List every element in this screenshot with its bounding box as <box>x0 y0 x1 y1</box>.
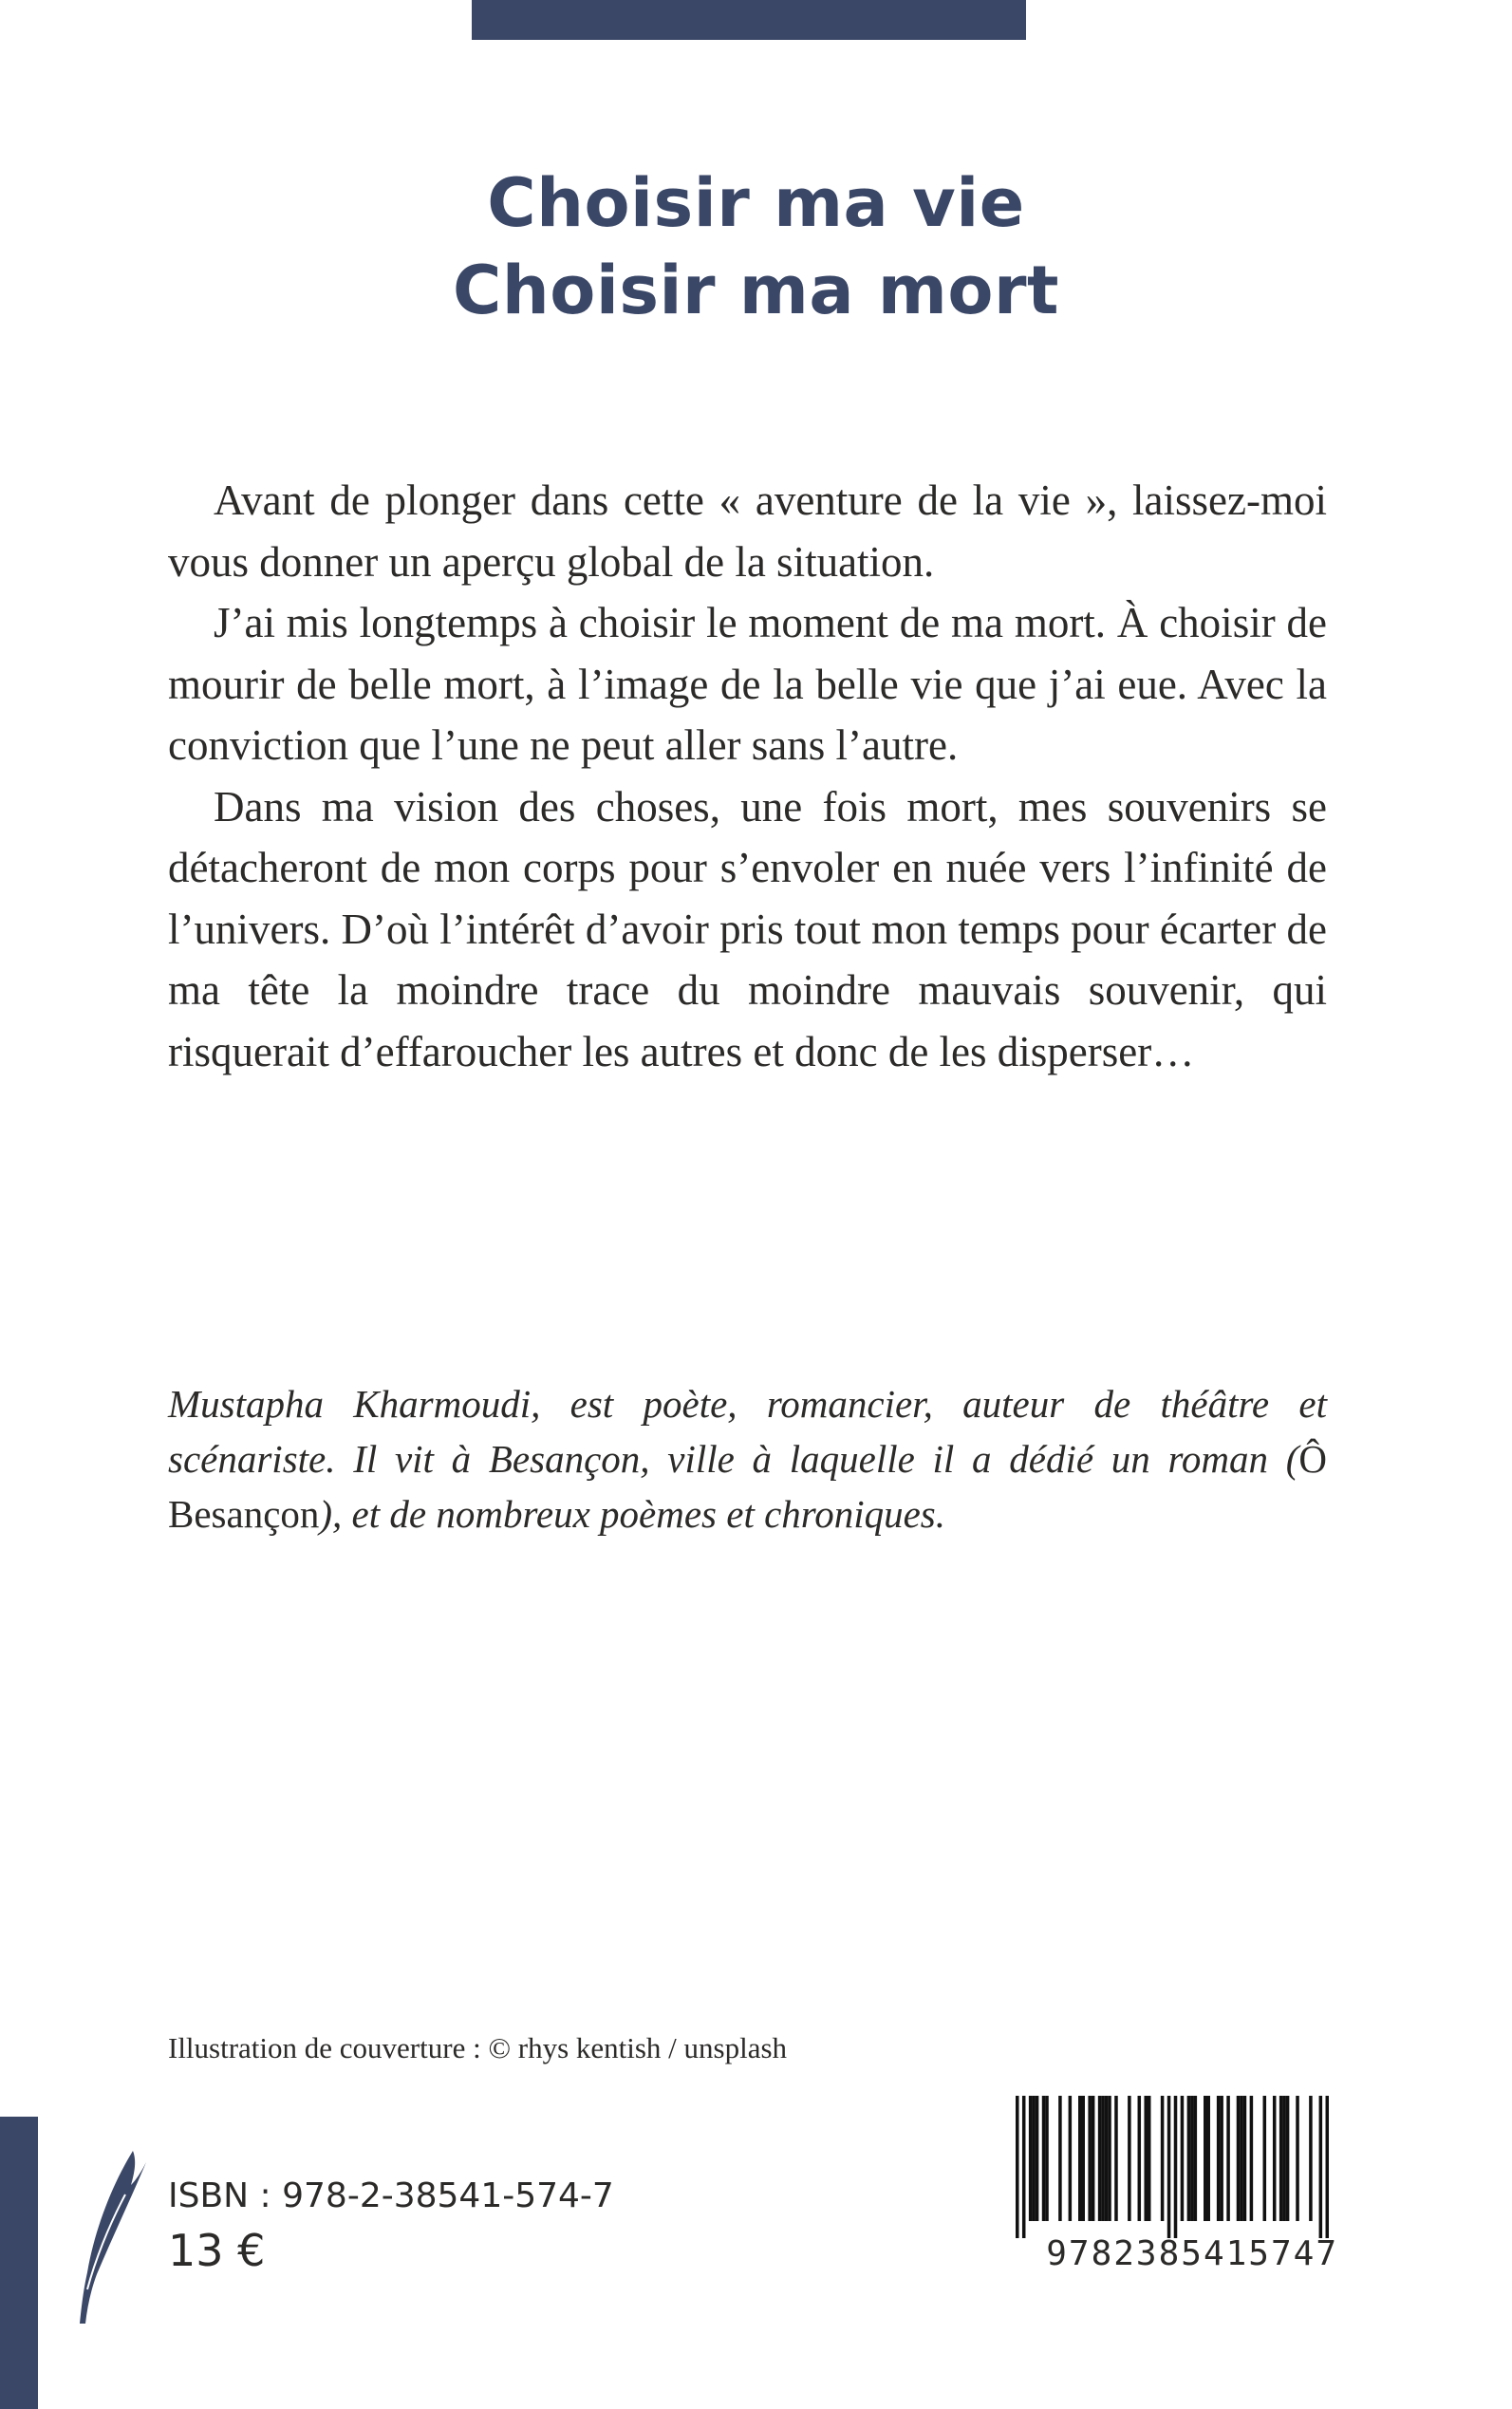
barcode-bar <box>1237 2096 1241 2221</box>
price: 13 € <box>168 2225 266 2276</box>
side-color-band <box>0 2117 38 2409</box>
barcode-bar <box>1309 2096 1313 2221</box>
back-cover-blurb <box>168 470 1327 1082</box>
barcode-bar <box>1128 2096 1131 2221</box>
barcode-bar <box>1032 2096 1036 2221</box>
barcode-bar <box>1078 2096 1082 2221</box>
barcode-bars <box>1016 2096 1329 2238</box>
barcode-bar <box>1282 2096 1286 2221</box>
quill-icon <box>74 2147 152 2327</box>
barcode-bar <box>1181 2096 1185 2221</box>
barcode-number: 9782385415747 <box>1046 2234 1338 2273</box>
barcode-bar <box>1174 2096 1178 2238</box>
barcode-bar <box>1016 2096 1019 2238</box>
barcode-bar <box>1098 2096 1102 2221</box>
barcode-bar <box>1217 2096 1221 2221</box>
isbn: ISBN : 978-2-38541-574-7 <box>168 2176 614 2215</box>
barcode-bar <box>1190 2096 1194 2221</box>
barcode-bar <box>1069 2096 1073 2221</box>
barcode-bar <box>1088 2096 1092 2221</box>
barcode-bar <box>1105 2096 1109 2221</box>
barcode-bar <box>1036 2096 1039 2221</box>
barcode-bar <box>1161 2096 1165 2221</box>
illustration-credit: Illustration de couverture : © rhys kentish / unsplash <box>168 2031 788 2064</box>
barcode-bar <box>1108 2096 1111 2221</box>
top-color-band <box>472 0 1026 40</box>
barcode-bar <box>1250 2096 1254 2221</box>
barcode-bar <box>1058 2096 1062 2221</box>
barcode-bar <box>1167 2096 1171 2238</box>
blurb-paragraph-2: J’ai mis longtemps à choisir le moment de ma mort. À choisir de mourir de belle mort, à l’image de la belle vie que j’ai eue. Avec la conviction que l’une ne peut aller sans l’autre. <box>168 599 1327 769</box>
barcode-bar <box>1092 2096 1095 2221</box>
barcode-bar <box>1286 2096 1290 2221</box>
barcode-bar <box>1138 2096 1142 2221</box>
blurb-paragraph-1: Avant de plonger dans cette « aventure de la vie », laissez-moi vous donner un aperçu global de la situation. <box>168 476 1327 586</box>
barcode-bar <box>1226 2096 1230 2221</box>
barcode-bar <box>1263 2096 1267 2221</box>
barcode-bar <box>1279 2096 1283 2221</box>
barcode-bar <box>1042 2096 1046 2221</box>
barcode-bar <box>1243 2096 1247 2221</box>
barcode-bar <box>1148 2096 1151 2221</box>
barcode-bar <box>1081 2096 1085 2221</box>
barcode-bar <box>1319 2096 1323 2238</box>
bio-text-part-1: Mustapha Kharmoudi, est poète, romancier, auteur de théâtre et scénariste. Il vit à Besançon, ville à laquelle il a dédié un roman ( <box>168 1382 1327 1481</box>
barcode-bar <box>1206 2096 1210 2221</box>
barcode-bar <box>1326 2096 1329 2238</box>
book-title <box>0 159 1512 334</box>
barcode-bar <box>1045 2096 1049 2221</box>
barcode-bar <box>1144 2096 1148 2221</box>
bio-text-part-2: ), et de nombreux poèmes et chroniques. <box>319 1492 946 1536</box>
barcode-bar <box>1240 2096 1243 2221</box>
barcode-bar <box>1101 2096 1105 2221</box>
barcode-bar <box>1187 2096 1191 2221</box>
barcode-bar <box>1204 2096 1207 2221</box>
title-line-2: Choisir ma mort <box>453 252 1059 329</box>
barcode-bar <box>1029 2096 1033 2221</box>
author-bio <box>168 1376 1327 1541</box>
barcode-bar <box>1273 2096 1277 2221</box>
barcode-bar <box>1194 2096 1198 2221</box>
title-line-1: Choisir ma vie <box>487 164 1025 242</box>
bio-book-title: Ô Besançon <box>168 1437 1327 1536</box>
barcode-bar <box>1296 2096 1299 2221</box>
barcode-bar <box>1022 2096 1026 2238</box>
barcode-bar <box>1220 2096 1223 2221</box>
blurb-paragraph-3: Dans ma vision des choses, une fois mort, mes souvenirs se détacheront de mon corps pour s’envoler en nuée vers l’infinité de l’univers. D’où l’intérêt d’avoir pris tout mon temps pour écarter de ma tête la moindre trace du moindre mauvais souvenir, qui risquerait d’effaroucher les autres et donc de les disperser… <box>168 782 1327 1075</box>
barcode-bar <box>1114 2096 1118 2221</box>
